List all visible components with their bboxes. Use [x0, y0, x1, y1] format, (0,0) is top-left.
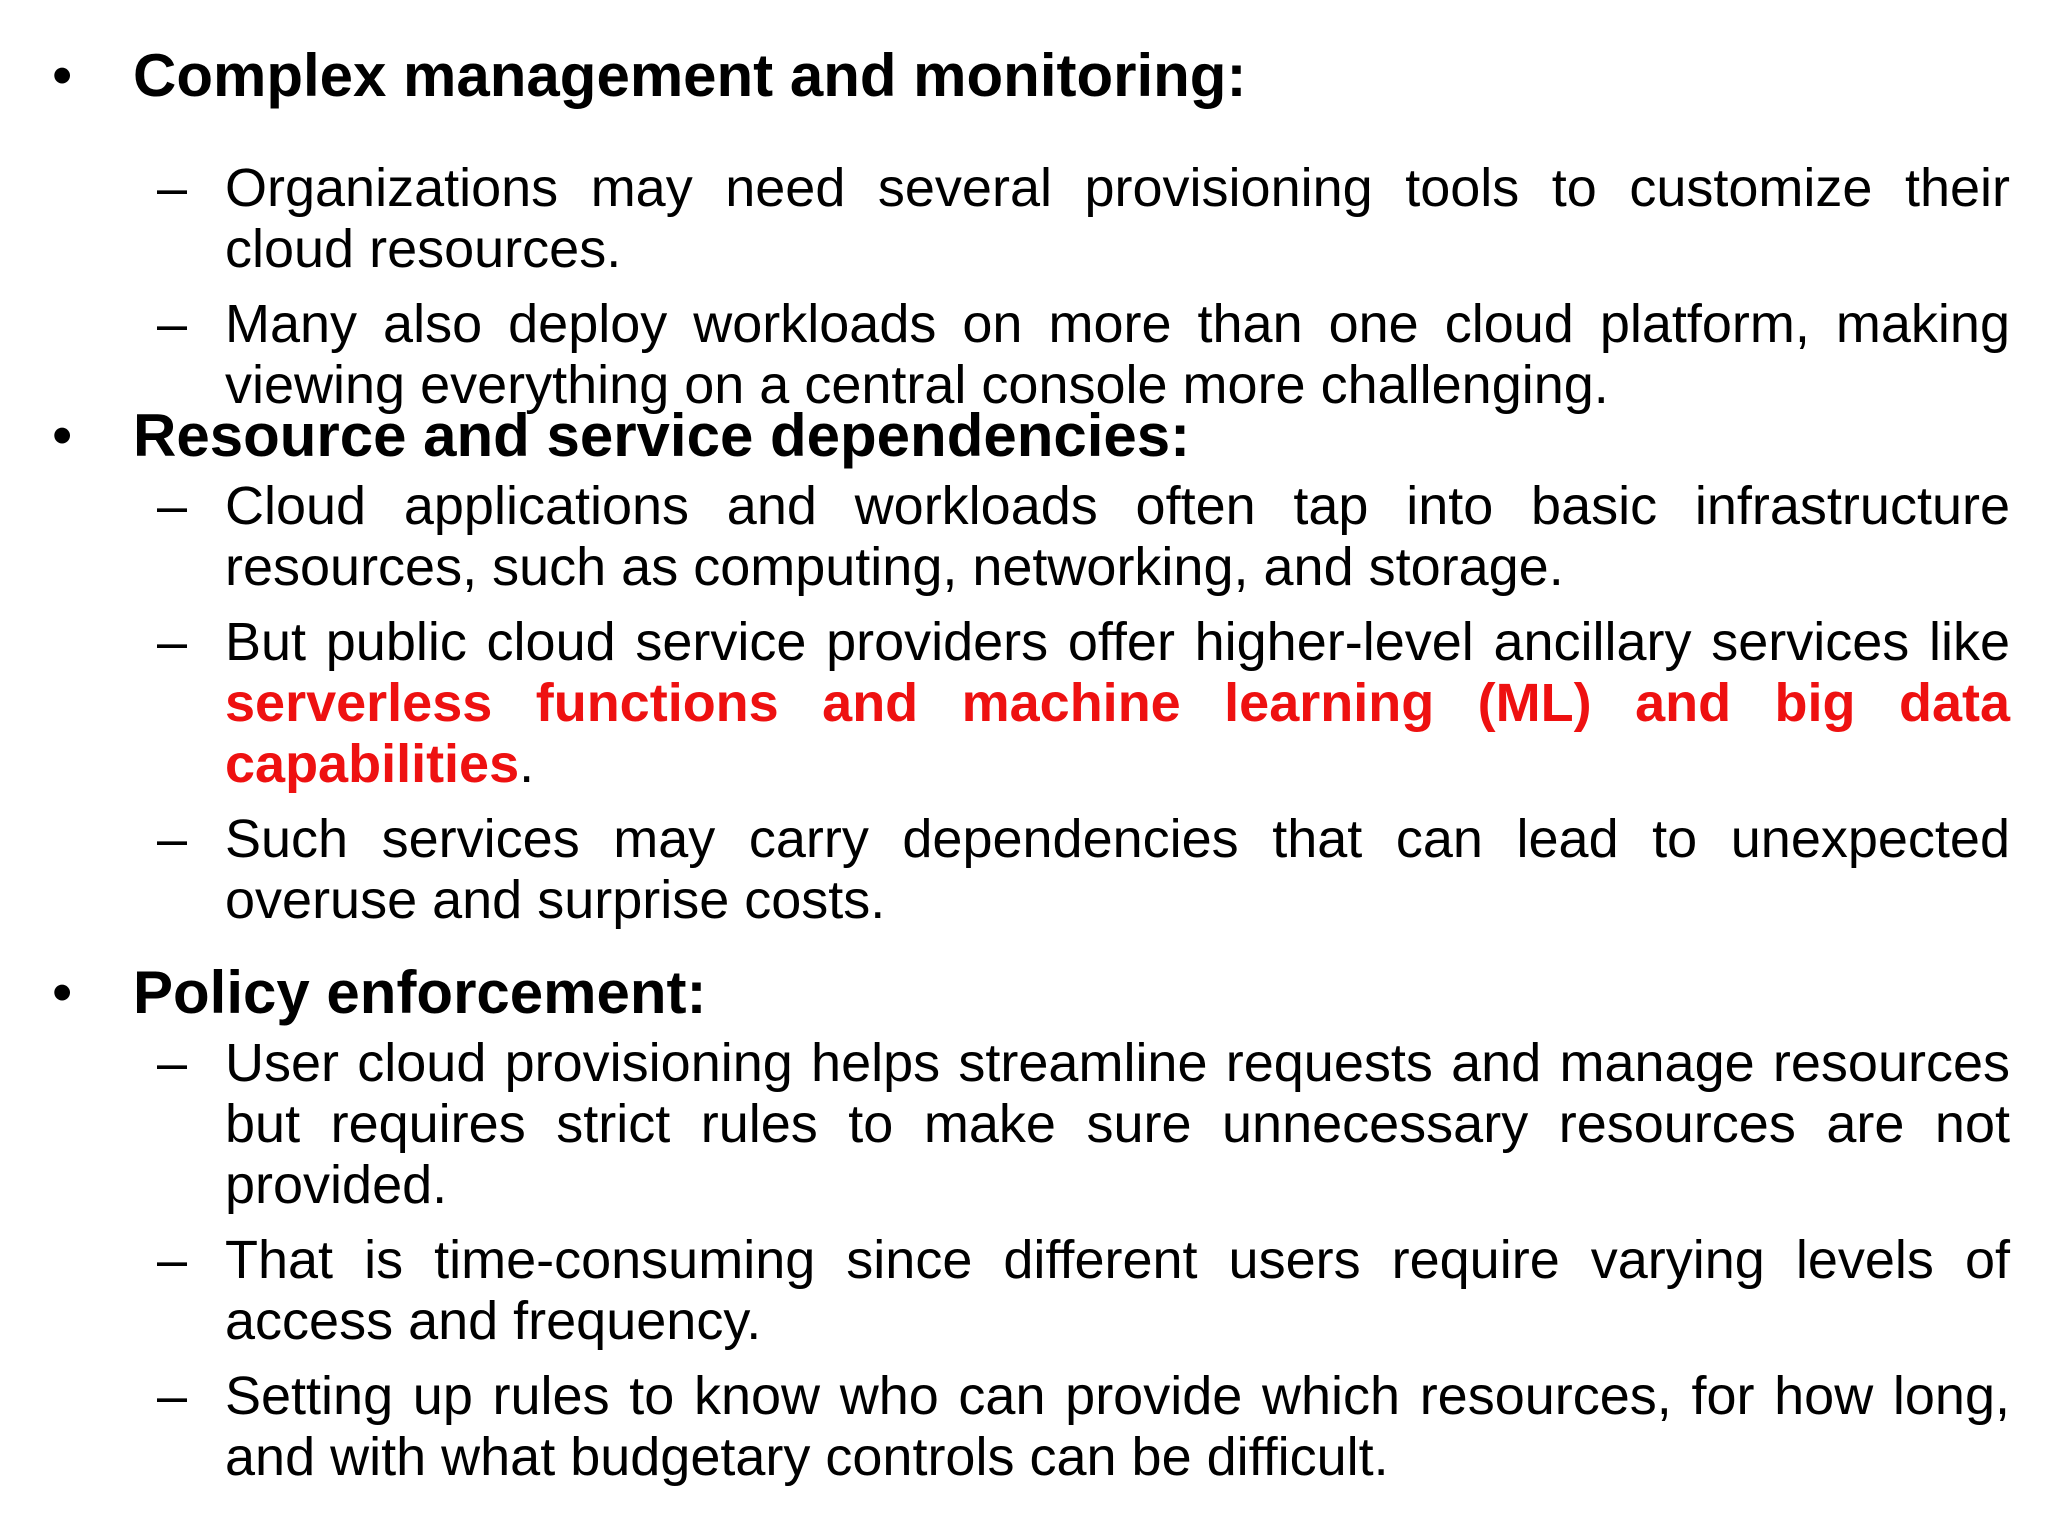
dash-icon: –	[157, 809, 188, 869]
dash-icon: –	[157, 612, 188, 672]
section-heading-row	[0, 36, 2048, 116]
sub-item-text: User cloud provisioning helps streamline requests and manage resources but requires strict rules to make sure unnecessary resources are not provided.	[225, 1033, 2010, 1215]
sub-item	[0, 476, 2048, 598]
section-heading-row	[0, 953, 2048, 1033]
bullet-icon: •	[52, 43, 73, 108]
sub-item-text: Organizations may need several provisioning tools to customize their cloud resources.	[225, 158, 2010, 279]
sub-item	[0, 809, 2048, 931]
section-heading: Resource and service dependencies:	[133, 402, 1191, 469]
dash-icon: –	[157, 158, 188, 218]
highlighted-text: serverless functions and machine learning (ML) and big data capabilities	[225, 673, 2010, 794]
dash-icon: –	[157, 1033, 188, 1093]
bullet-icon: •	[52, 960, 73, 1025]
sub-item-text: Setting up rules to know who can provide which resources, for how long, and with what budgetary controls can be difficult.	[225, 1366, 2010, 1487]
sub-item	[0, 612, 2048, 795]
section-heading: Complex management and monitoring:	[133, 42, 1247, 109]
sub-item-text: That is time-consuming since different users require varying levels of access and frequency.	[225, 1230, 2010, 1351]
dash-icon: –	[157, 1230, 188, 1290]
section-heading: Policy enforcement:	[133, 959, 707, 1026]
section-heading-row	[0, 396, 2048, 476]
section-policy-enforcement	[0, 953, 2048, 1488]
sub-item-text: Many also deploy workloads on more than one cloud platform, making viewing everything on a central console more challenging.	[225, 294, 2010, 415]
sub-item	[0, 1033, 2048, 1216]
dash-icon: –	[157, 1366, 188, 1426]
sub-item-text-after: .	[519, 734, 535, 794]
sub-item	[0, 1230, 2048, 1352]
sub-item-text: Cloud applications and workloads often tap into basic infrastructure resources, such as computing, networking, and storage.	[225, 476, 2010, 597]
section-complex-management	[0, 36, 2048, 416]
dash-icon: –	[157, 294, 188, 354]
sub-item-text: Such services may carry dependencies that can lead to unexpected overuse and surprise costs.	[225, 809, 2010, 930]
sub-item	[0, 158, 2048, 280]
bullet-icon: •	[52, 403, 73, 468]
sub-item-text	[225, 612, 2010, 795]
section-resource-dependencies	[0, 396, 2048, 931]
sub-item	[0, 1366, 2048, 1488]
sub-item-text-before: But public cloud service providers offer higher-level ancillary services like	[225, 612, 2010, 672]
dash-icon: –	[157, 476, 188, 536]
